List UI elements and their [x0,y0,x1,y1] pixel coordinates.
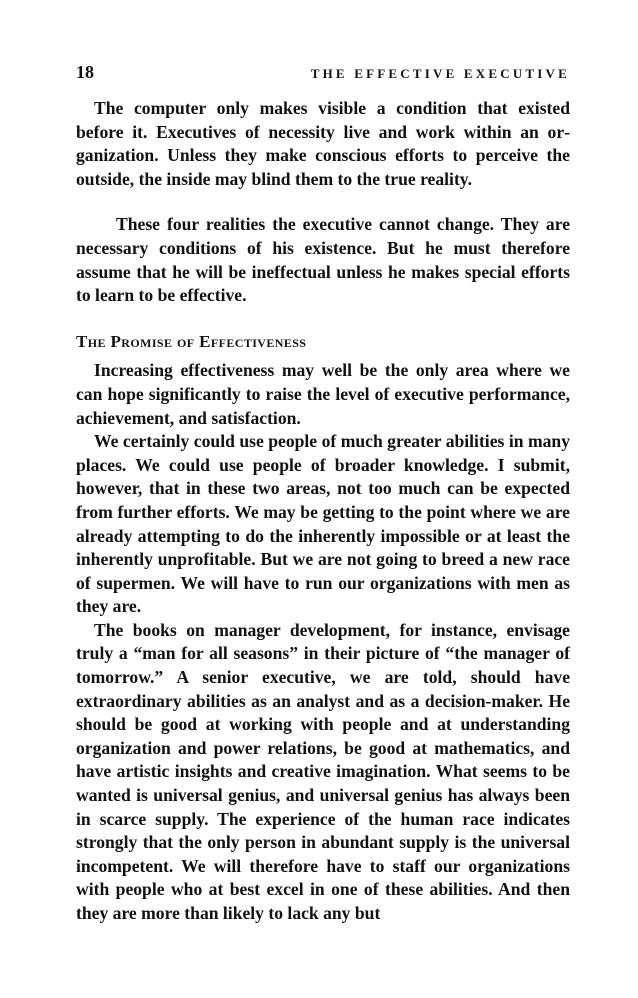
section-heading: The Promise of Effectiveness [76,331,307,351]
paragraph: We certainly could use people of much greater abilities in many places. We could use people of broader knowledge. I submit, however, that in these two areas, not too much can be expected from further efforts. We may be getting to the point where we are already attempting to do the inherently impossible or at least the inherently unprofitable. But we are not going to breed a new race of supermen. We will have to run our organizations with men as they are. [76,431,570,617]
running-head: THE EFFECTIVE EXECUTIVE [310,66,570,81]
paragraph: The computer only makes visible a condition that existed before it. Executives of necessity live and work within an organization. Unless they make conscious efforts to perceive the outside, the inside may blind them to the true reality. [76,98,570,189]
page-body [76,97,570,926]
page-number: 18 [76,62,94,82]
paragraph: Increasing effectiveness may well be the only area where we can hope significantly to raise the level of executive performance, achievement, and satisfaction. [76,360,570,428]
page-header [76,62,570,86]
paragraph: These four realities the executive cannot change. They are necessary conditions of his existence. But he must therefore assume that he will be ineffectual unless he makes special efforts to learn to be effective. [76,214,570,306]
paragraph: The books on manager development, for instance, envisage truly a “man for all seasons” in their picture of “the manager of tomorrow.” A senior executive, we are told, should have extraordinary abilities as an analyst and as a decision-maker. He should be good at working with people and at understanding organization and power relations, be good at mathematics, and have artistic insights and creative imagination. What seems to be wanted is universal genius, and universal genius has always been in scarce supply. The experience of the human race indicates strongly that the only person in abundant supply is the universal incompetent. We will therefore have to staff our organizations with people who at best excel in one of these abilities. And then they are more than likely to lack any but [76,619,570,923]
